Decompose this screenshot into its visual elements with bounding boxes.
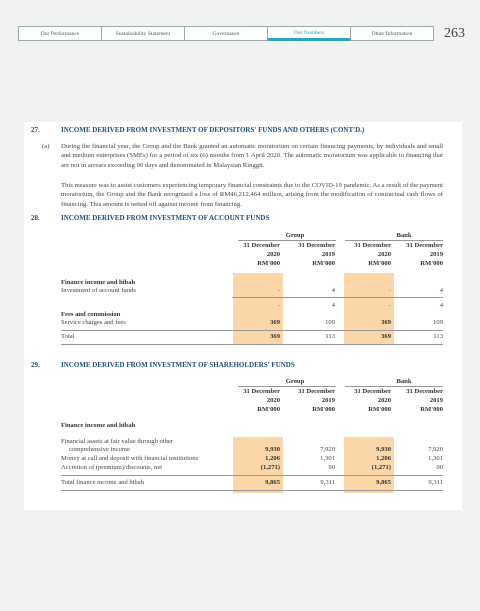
s28-row-investment-g2020: - xyxy=(277,287,280,294)
s28-row-service-g2019: 109 xyxy=(325,319,335,326)
s29-col-header-group-2019: 31 December 2019 RM'000 xyxy=(298,388,335,413)
s29-row-fvoci-b2019: 7,920 xyxy=(428,446,443,453)
s28-row-investment-g2019: 4 xyxy=(331,287,335,294)
s29-total-g2020: 9,865 xyxy=(265,479,280,486)
s29-row-accretion-g2019: 90 xyxy=(328,464,335,471)
s28-subtotal-g2019: 4 xyxy=(331,302,335,309)
bank-header-s29: Bank xyxy=(396,378,412,385)
s29-row-accretion-g2020: (1,271) xyxy=(260,464,280,471)
tab-sustainability-statement[interactable]: Sustainability Statement xyxy=(101,26,184,41)
s28-row-service-label: Service charges and fees xyxy=(61,319,126,326)
col-header-bank-2019: 31 December 2019 RM'000 xyxy=(406,242,443,267)
s29-row-accretion-label: Accretion of (premium)/discounts, net xyxy=(61,464,163,471)
s29-row-fvoci-label-2: comprehensive income xyxy=(69,446,130,453)
s29-row-money-at-call-label: Money at call and deposit with financial institutions xyxy=(61,455,199,462)
section-28-number: 28. xyxy=(31,214,40,222)
s29-row-accretion-b2019: 90 xyxy=(436,464,443,471)
group-header-s29: Group xyxy=(285,378,305,385)
s29-col-header-bank-2019: 31 December 2019 RM'000 xyxy=(406,388,443,413)
col-header-group-2019: 31 December 2019 RM'000 xyxy=(298,242,335,267)
section-29-number: 29. xyxy=(31,361,40,369)
s29-total-rule-top xyxy=(61,475,443,476)
section-29-title: INCOME DERIVED FROM INVESTMENT OF SHAREHOLDERS' FUNDS xyxy=(61,361,295,369)
s28-subtotal-rule xyxy=(232,297,443,298)
s29-row-fvoci-b2020: 9,930 xyxy=(376,446,391,453)
s29-row-money-at-call-g2020: 1,206 xyxy=(265,455,280,462)
paragraph-marker: (a) xyxy=(42,143,50,150)
s28-row-investment-b2019: 4 xyxy=(439,287,443,294)
s29-total-b2019: 9,311 xyxy=(428,479,443,486)
bank-header: Bank xyxy=(396,232,412,239)
section-28-title: INCOME DERIVED FROM INVESTMENT OF ACCOUNT FUNDS xyxy=(61,214,270,222)
s28-finance-income-heading: Finance income and hibah xyxy=(61,279,136,286)
s28-row-investment-b2020: - xyxy=(388,287,391,294)
top-nav xyxy=(18,26,434,41)
s28-row-service-b2019: 109 xyxy=(433,319,443,326)
s29-total-label: Total finance income and hibah xyxy=(61,479,145,486)
tab-our-performance[interactable]: Our Performance xyxy=(18,26,101,41)
s28-subtotal-b2019: 4 xyxy=(439,302,443,309)
s28-row-service-g2020: 369 xyxy=(270,319,280,326)
section-27-paragraph-2: This measure was to assist customers experiencing temporary financial constraints due to the COVID-19 pandemic. As a result of the payment moratorium, the Group and the Bank recognised a loss of RM46,212,464 million, arising from the modification of contractual cash flows of financing. This amount is netted off against income from financing. xyxy=(61,182,443,208)
s28-total-b2020: 369 xyxy=(381,333,391,340)
s29-row-money-at-call-g2019: 1,301 xyxy=(320,455,335,462)
s29-col-header-group-2020: 31 December 2020 RM'000 xyxy=(243,388,280,413)
s29-row-fvoci-g2020: 9,930 xyxy=(265,446,280,453)
s29-row-fvoci-g2019: 7,920 xyxy=(320,446,335,453)
section-27-title: INCOME DERIVED FROM INVESTMENT OF DEPOSITORS' FUNDS AND OTHERS (CONT'D.) xyxy=(61,126,365,134)
s28-row-service-b2020: 369 xyxy=(381,319,391,326)
s29-row-money-at-call-b2019: 1,301 xyxy=(428,455,443,462)
tab-other-information[interactable]: Other Information xyxy=(350,26,434,41)
s28-subtotal-g2020: - xyxy=(277,302,280,309)
s28-fees-heading: Fees and commission xyxy=(61,311,121,318)
s29-finance-income-heading: Finance income and hibah xyxy=(61,422,136,429)
s28-row-investment-label: Investment of account funds xyxy=(61,287,136,294)
tab-governance[interactable]: Governance xyxy=(184,26,267,41)
s28-total-b2019: 113 xyxy=(433,333,443,340)
s29-total-g2019: 9,311 xyxy=(320,479,335,486)
s29-total-rule-bottom xyxy=(61,490,443,491)
s29-row-fvoci-label-1: Financial assets at fair value through other xyxy=(61,438,174,445)
s28-subtotal-b2020: - xyxy=(388,302,391,309)
page-number: 263 xyxy=(444,26,465,41)
s28-total-g2020: 369 xyxy=(270,333,280,340)
s28-total-label: Total xyxy=(61,333,75,340)
s28-total-g2019: 113 xyxy=(325,333,335,340)
section-27-number: 27. xyxy=(31,126,40,134)
tab-our-numbers[interactable]: Our Numbers xyxy=(267,26,350,41)
s28-total-rule-top xyxy=(61,330,443,331)
s29-row-accretion-b2020: (1,271) xyxy=(371,464,391,471)
col-header-group-2020: 31 December 2020 RM'000 xyxy=(243,242,280,267)
s29-total-b2020: 9,865 xyxy=(376,479,391,486)
s28-total-rule-bottom xyxy=(61,344,443,345)
group-header: Group xyxy=(285,232,305,239)
s29-col-header-bank-2020: 31 December 2020 RM'000 xyxy=(354,388,391,413)
col-header-bank-2020: 31 December 2020 RM'000 xyxy=(354,242,391,267)
s29-row-money-at-call-b2020: 1,206 xyxy=(376,455,391,462)
section-27-paragraph-1: During the financial year, the Group and the Bank granted an automatic moratorium on certain financing payments, by individuals and small and medium enterprises (SMEs) for a period of six (6) months from 1 April 2020. The automatic moratorium was applicable to financing that are not in arrears exceeding 90 days and denominated in Malaysian Ringgit. xyxy=(61,143,443,169)
